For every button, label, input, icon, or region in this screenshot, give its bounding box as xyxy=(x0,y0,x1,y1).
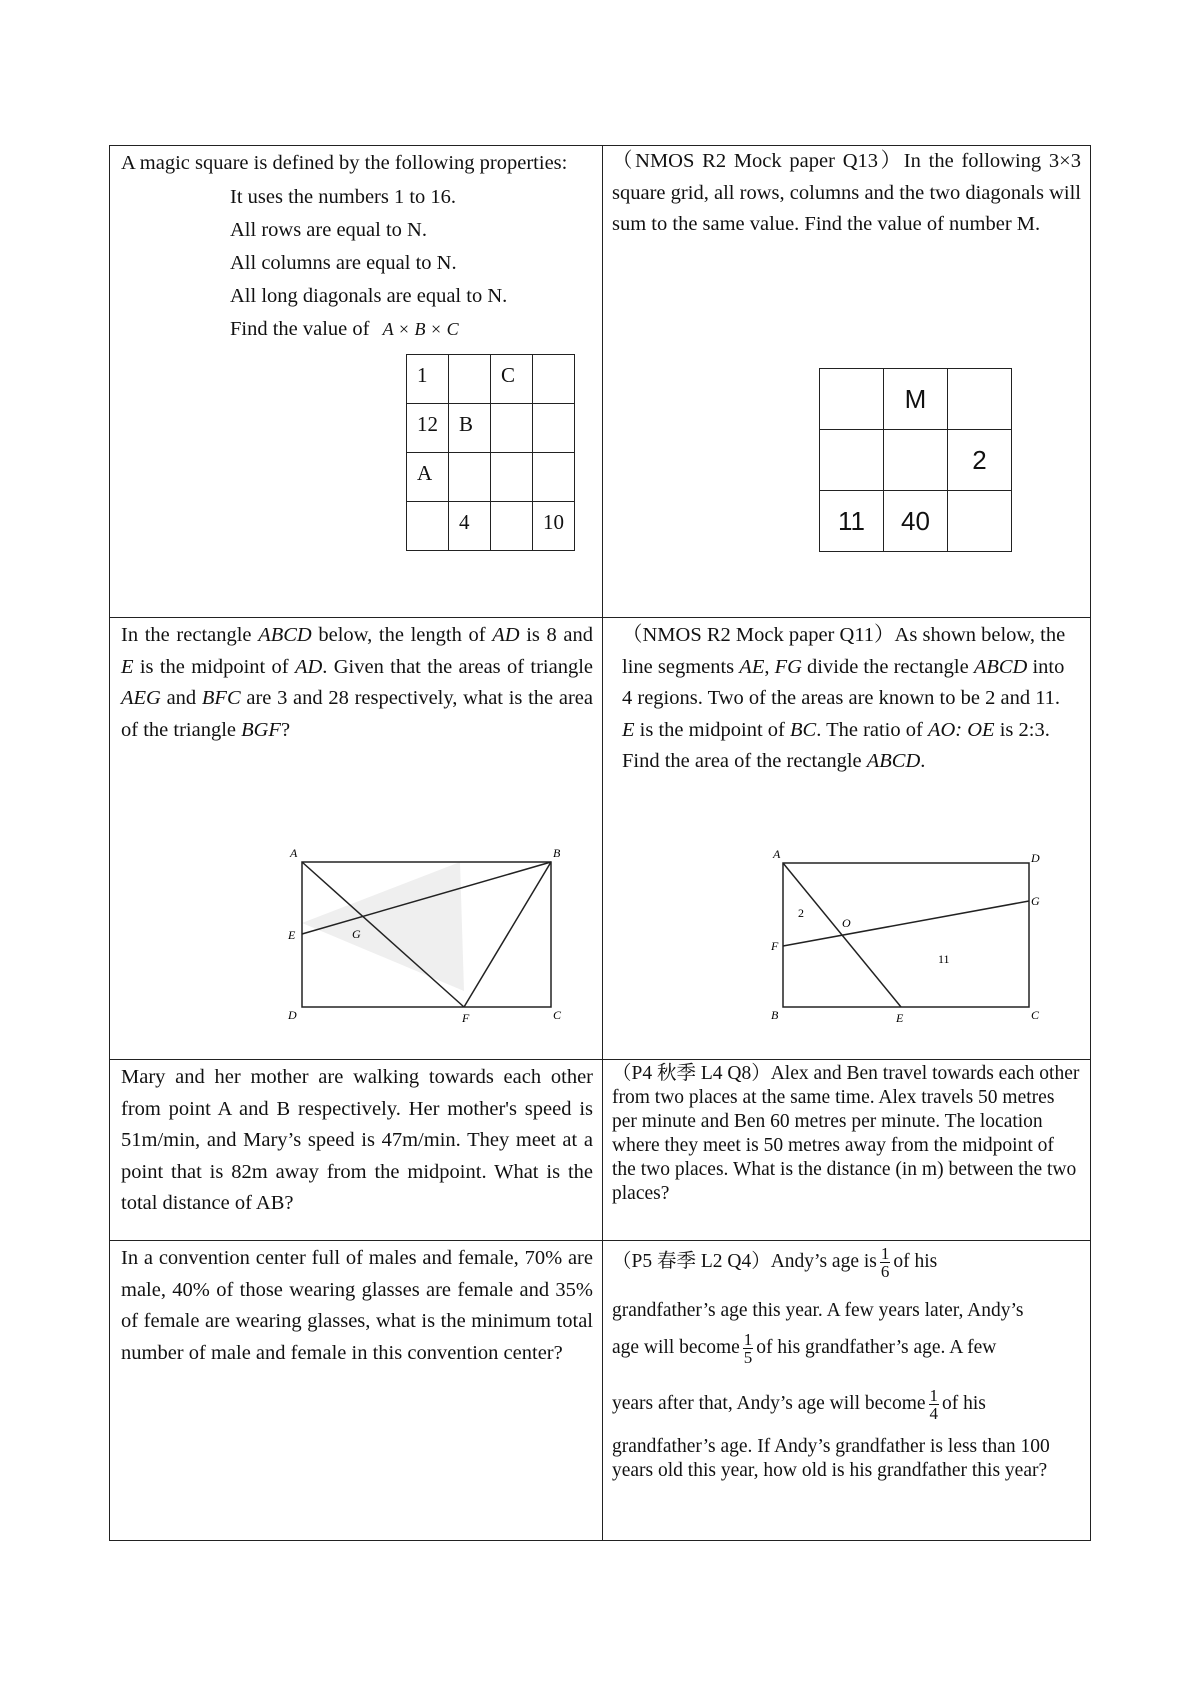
label-f: F xyxy=(771,939,779,953)
grid-cell xyxy=(407,502,449,551)
grid-cell: A xyxy=(407,453,449,502)
q6-text: （P4 秋季 L4 Q8）Alex and Ben travel towards each other from two places at the same time. Alex travels 50 metres per minute and Ben 60 metres per minute. The location where they meet is 50 metres away from the midpoint of the two places. What is the distance (in m) between the two places? xyxy=(612,1063,1080,1204)
grid-cell: B xyxy=(449,404,491,453)
q2-text: （NMOS R2 Mock paper Q13）In the following 3×3 square grid, all rows, columns and the two diagonals will sum to the same value. Find the value of number M. xyxy=(612,150,1081,235)
q1-intro: A magic square is defined by the following properties: xyxy=(121,152,568,174)
label-g: G xyxy=(1031,894,1040,908)
label-b: B xyxy=(553,846,561,860)
label-a: A xyxy=(290,846,298,860)
grid-cell xyxy=(820,369,884,430)
label-b: B xyxy=(771,1008,779,1022)
grid-cell: 2 xyxy=(948,430,1012,491)
label-g: G xyxy=(352,927,361,941)
question-cell-rectangle-ratio xyxy=(603,618,1091,1060)
q8-line-2: grandfather’s age this year. A few years later, Andy’s xyxy=(612,1300,1024,1321)
fraction-one-fourth: $\frac{1}{4}$ xyxy=(929,1386,939,1424)
grid-cell xyxy=(491,502,533,551)
area-label-small: 2 xyxy=(798,906,804,920)
question-cell-magic-square xyxy=(110,146,603,618)
q1-prop-2: All rows are equal to N. xyxy=(230,219,427,241)
grid-cell: 4 xyxy=(449,502,491,551)
grid-cell: 40 xyxy=(884,491,948,552)
magic-square-grid xyxy=(406,354,575,551)
question-cell-mary-walking xyxy=(110,1060,603,1241)
q5-text: Mary and her mother are walking towards each other from point A and B respectively. Her mother's speed is 51m/min, and Mary’s speed is 47m/min. They meet at a point that is 82m away from the midpoint. What is the total distance of AB? xyxy=(121,1066,593,1214)
question-cell-alex-ben xyxy=(603,1060,1091,1241)
rectangle-abcd-diagram xyxy=(110,618,603,1060)
q1-prop-1: It uses the numbers 1 to 16. xyxy=(230,186,457,208)
q4-text: （NMOS R2 Mock paper Q11）As shown below, the line segments AE, FG divide the rectangle ABCD into 4 regions. Two of the areas are known to be 2 and 11. E is the midpoint of BC. The ratio of AO: OE is 2:3. Find the area of the rectangle ABCD. xyxy=(622,624,1066,772)
grid-cell: C xyxy=(491,355,533,404)
q8-line-1: （P5 春季 L2 Q4）Andy’s age is $\frac{1}{6}$ of his xyxy=(612,1244,938,1282)
grid-cell: 11 xyxy=(820,491,884,552)
q8-line-4: years after that, Andy’s age will become $\frac{1}{4}$ of his xyxy=(612,1386,986,1424)
grid-cell xyxy=(533,355,575,404)
grid-cell: 10 xyxy=(533,502,575,551)
q1-expression: A × B × C xyxy=(382,319,459,339)
label-e: E xyxy=(288,928,296,942)
grid-cell xyxy=(533,404,575,453)
grid-cell xyxy=(491,453,533,502)
question-cell-andy-age xyxy=(603,1241,1091,1541)
grid-cell xyxy=(820,430,884,491)
q1-prop-3: All columns are equal to N. xyxy=(230,252,457,274)
label-o: O xyxy=(842,916,851,930)
label-d: D xyxy=(1031,851,1040,865)
label-f: F xyxy=(462,1011,470,1025)
q1-prop-4: All long diagonals are equal to N. xyxy=(230,285,508,307)
q7-text: In a convention center full of males and female, 70% are male, 40% of those wearing glasses are female and 35% of female are wearing glasses, what is the minimum total number of male and female in this convention center? xyxy=(121,1247,593,1364)
q1-find-label: Find the value of xyxy=(230,318,370,340)
grid-cell: 12 xyxy=(407,404,449,453)
grid-cell: 1 xyxy=(407,355,449,404)
fraction-one-sixth: $\frac{1}{6}$ xyxy=(880,1244,890,1282)
q8-line-3: age will become $\frac{1}{5}$ of his grandfather’s age. A few xyxy=(612,1330,997,1368)
area-label-large: 11 xyxy=(938,952,950,966)
grid-cell xyxy=(449,355,491,404)
rectangle-outline xyxy=(783,863,1029,1007)
grid-cell xyxy=(533,453,575,502)
label-a: A xyxy=(773,847,781,861)
grid-cell: M xyxy=(884,369,948,430)
grid-cell xyxy=(948,369,1012,430)
q3-text: In the rectangle ABCD below, the length of AD is 8 and E is the midpoint of AD. Given that the areas of triangle AEG and BFC are 3 and 28 respectively, what is the area of the triangle BGF? xyxy=(121,624,594,741)
question-cell-3x3-grid xyxy=(603,146,1091,618)
label-e: E xyxy=(896,1011,904,1025)
label-c: C xyxy=(1031,1008,1040,1022)
grid-cell xyxy=(884,430,948,491)
q1-find xyxy=(230,313,459,346)
fraction-one-fifth: $\frac{1}{5}$ xyxy=(743,1330,753,1368)
grid-cell xyxy=(449,453,491,502)
question-cell-convention-center xyxy=(110,1241,603,1541)
grid-cell xyxy=(948,491,1012,552)
rectangle-abcd-ratio-diagram xyxy=(603,618,1091,1060)
label-c: C xyxy=(553,1008,562,1022)
label-d: D xyxy=(288,1008,297,1022)
worksheet-table xyxy=(109,145,1091,1541)
grid-cell xyxy=(491,404,533,453)
question-cell-rectangle-bgf xyxy=(110,618,603,1060)
three-by-three-grid xyxy=(819,368,1012,552)
q8-line-5: grandfather’s age. If Andy’s grandfather is less than 100 years old this year, how old is his grandfather this year? xyxy=(612,1436,1050,1481)
